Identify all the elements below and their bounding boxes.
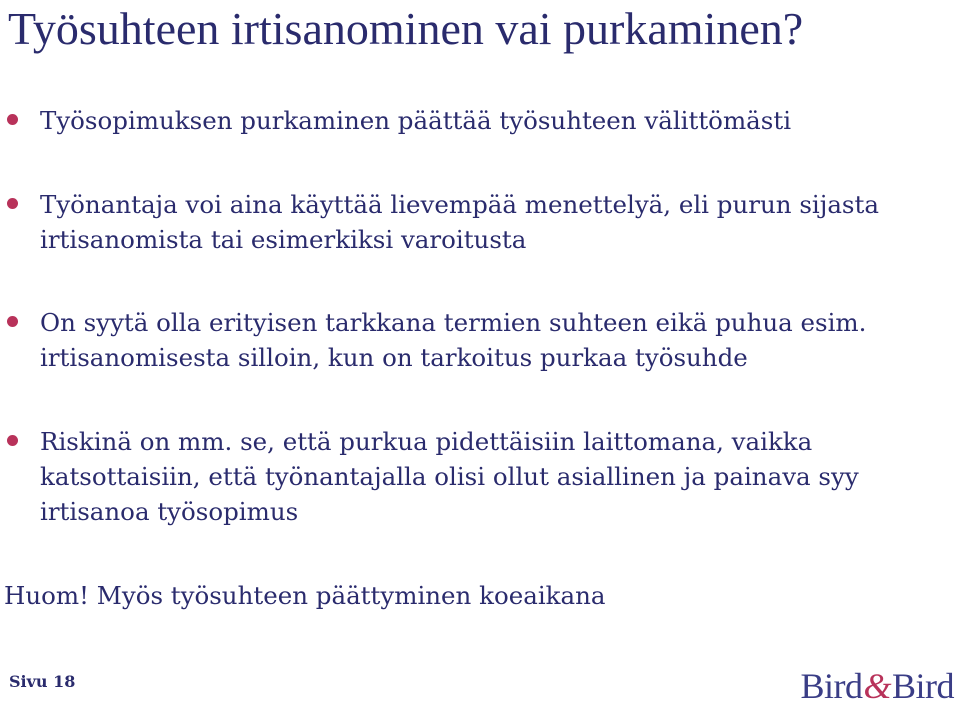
bullet-dot-icon — [7, 198, 18, 209]
logo-word-second: Bird — [891, 666, 954, 706]
page-number: Sivu 18 — [9, 672, 76, 691]
bullet-text: Työsopimuksen purkaminen päättää työsuhteen välittömästi — [40, 106, 792, 135]
bullet-text: On syytä olla erityisen tarkkana termien suhteen eikä puhua esim. irtisanomisesta silloin, kun on tarkoitus purkaa työsuhde — [40, 308, 867, 372]
bullet-item — [40, 103, 920, 138]
bullet-dot-icon — [7, 316, 18, 327]
bullet-item — [40, 424, 920, 529]
bird-and-bird-logo — [800, 664, 954, 708]
slide-title: Työsuhteen irtisanominen vai purkaminen? — [8, 3, 804, 54]
bullet-text: Riskinä on mm. se, että purkua pidettäisiin laittomana, vaikka katsottaisiin, että työnantajalla olisi ollut asiallinen ja painava syy irtisanoa työsopimus — [40, 427, 859, 526]
bullet-item — [40, 187, 920, 257]
bullet-dot-icon — [7, 114, 18, 125]
bullet-dot-icon — [7, 435, 18, 446]
logo-ampersand: & — [863, 666, 891, 706]
note-text: Huom! Myös työsuhteen päättyminen koeaikana — [4, 581, 606, 610]
logo-word-first: Bird — [800, 666, 863, 706]
bullet-item — [40, 305, 920, 375]
bullet-text: Työnantaja voi aina käyttää lievempää menettelyä, eli purun sijasta irtisanomista tai esimerkiksi varoitusta — [40, 190, 879, 254]
